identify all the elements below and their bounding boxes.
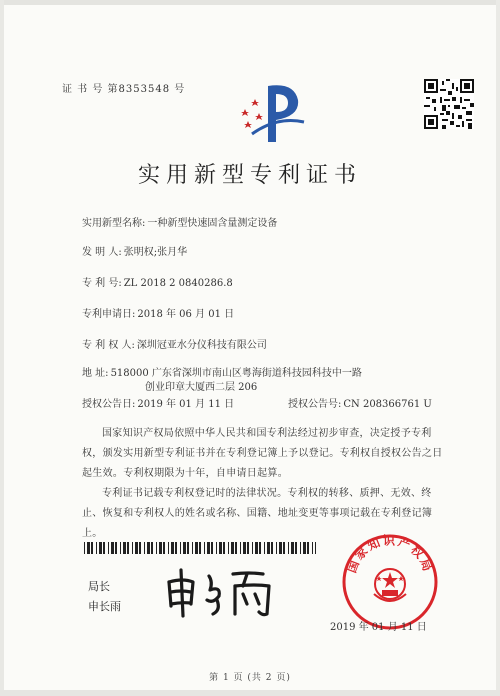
field-patentee [82,336,267,351]
paragraph-legal-status: 专利证书记载专利权登记时的法律状况。专利权的转移、质押、无效、终止、恢复和专利权人的姓名或名称、国籍、地址变更等事项记载在专利登记簿上。 [82,488,433,539]
border-bottom [0,690,500,696]
border-left [0,0,4,696]
utility-model-name-label: 实用新型名称: [82,218,146,229]
utility-model-name-value: 一种新型快速固含量测定设备 [147,218,278,229]
address-line-1: 518000 广东省深圳市南山区粤海街道科技园科技中一路 [110,368,362,379]
field-grant-number [288,395,432,410]
field-inventor [82,243,187,258]
certificate-number: 证 书 号 第8353548 号 [62,84,186,95]
paragraph-grant-notice: 国家知识产权局依照中华人民共和国专利法经过初步审查，决定授予专利权，颁发实用新型专利证书并在专利登记簿上予以登记。专利权自授权公告之日起生效。专利权期限为十年，自申请日起算。 [82,428,443,479]
director-name: 申长雨 [88,600,121,613]
patent-number-label: 专 利 号: [82,278,122,289]
field-filing-date [82,305,234,320]
grant-date-value: 2019 年 01 月 11 日 [137,399,235,410]
field-patent-number [82,274,233,289]
filing-date-value: 2018 年 06 月 01 日 [137,309,235,320]
grant-number-label: 授权公告号: [288,399,342,410]
certificate-title: 实用新型专利证书 [137,163,362,188]
qr-code-icon [424,79,474,129]
address-line-2: 创业印章大厦西二层 206 [145,382,258,393]
patent-number-value: ZL 2018 2 0840286.8 [123,278,233,289]
barcode-icon [84,542,316,554]
director-title: 局长 [88,580,110,593]
seal-date: 2019 年 01 月 11 日 [330,622,427,633]
border-right [496,0,500,696]
cnipa-logo-icon [232,76,312,146]
svg-text:国家知识产权局: 国家知识产权局 [344,533,436,575]
official-seal-icon [340,532,440,632]
field-address [82,364,362,379]
grant-number-value: CN 208366761 U [343,399,432,410]
filing-date-label: 专利申请日: [82,309,136,320]
field-utility-model-name [82,214,277,229]
address-label: 地 址: [82,368,109,379]
patentee-label: 专 利 权 人: [82,340,135,351]
grant-date-label: 授权公告日: [82,399,136,410]
patentee-value: 深圳冠亚水分仪科技有限公司 [136,340,267,351]
inventor-value: 张明权;张月华 [123,247,188,258]
border-top [0,0,500,5]
page-footer: 第 1 页 (共 2 页) [209,673,291,683]
field-grant-date [82,395,234,410]
director-signature [163,566,283,618]
inventor-label: 发 明 人: [82,247,122,258]
